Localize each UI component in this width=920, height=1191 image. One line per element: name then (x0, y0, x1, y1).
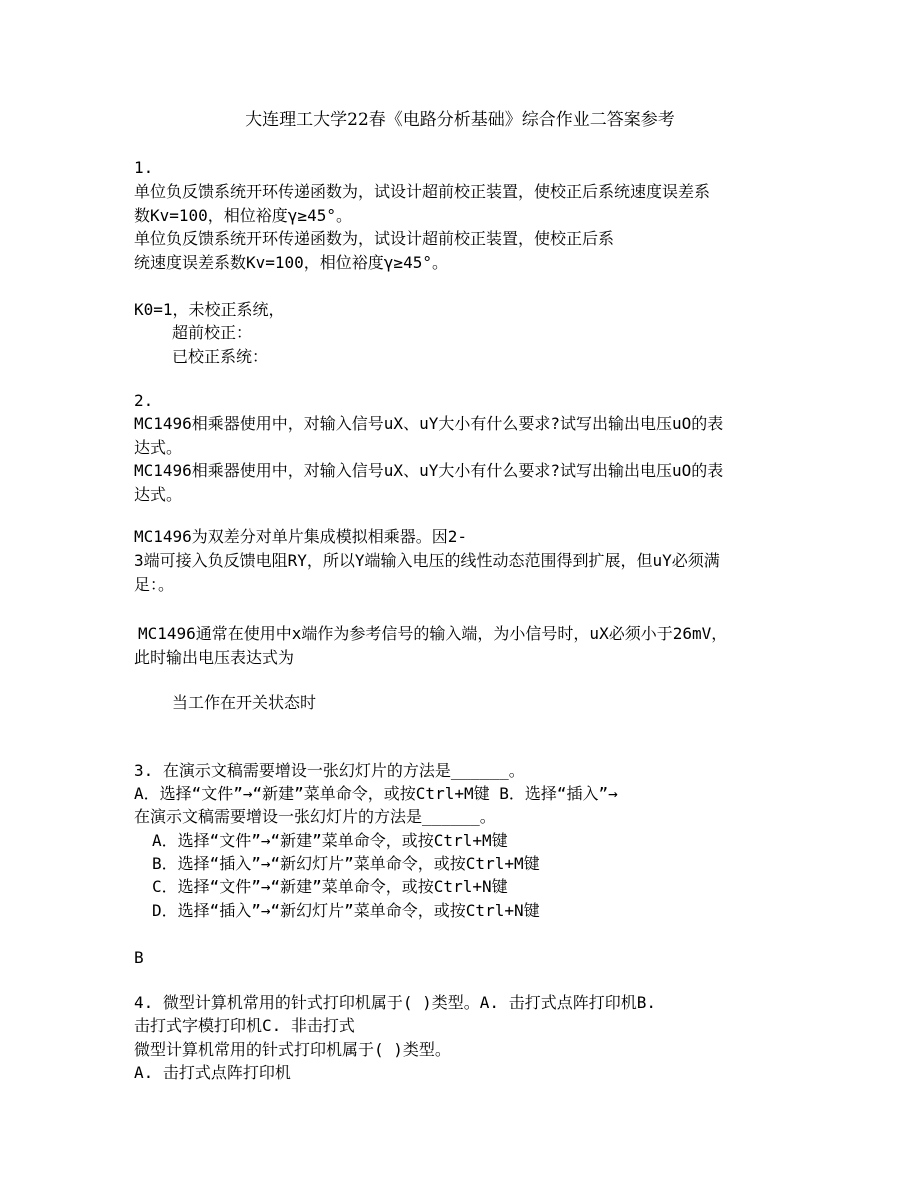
q3-option-c: C．选择“文件”→“新建”菜单命令，或按Ctrl+N键 (152, 877, 508, 896)
q3-option-d: D．选择“插入”→“新幻灯片”菜单命令，或按Ctrl+N键 (152, 901, 540, 920)
q2-text-line: MC1496相乘器使用中，对输入信号uX、uY大小有什么要求?试写出输出电压uO的表 (134, 414, 724, 433)
q4-text-line: 微型计算机常用的针式打印机属于( )类型。 (134, 1040, 451, 1059)
q4-text-line: 4. 微型计算机常用的针式打印机属于( )类型。A. 击打式点阵打印机B. (134, 993, 656, 1012)
q2-answer-line: 3端可接入负反馈电阻RY，所以Y端输入电压的线性动态范围得到扩展，但uY必须满 (134, 551, 720, 570)
q1-answer-line: 已校正系统： (172, 347, 269, 366)
q2-answer-line: 此时输出电压表达式为 (134, 648, 295, 667)
q3-text-line: 在演示文稿需要增设一张幻灯片的方法是______。 (134, 807, 496, 826)
q1-text-line: 数Kv=100，相位裕度γ≥45°。 (134, 206, 352, 225)
q3-option-b: B．选择“插入”→“新幻灯片”菜单命令，或按Ctrl+M键 (152, 854, 540, 873)
q2-text-line: 达式。 (134, 438, 183, 457)
q1-answer-line: 超前校正： (172, 323, 253, 342)
q2-text-line: 达式。 (134, 485, 183, 504)
q1-text-line: 单位负反馈系统开环传递函数为，试设计超前校正装置，使校正后系 (134, 229, 615, 248)
q2-answer-line: MC1496为双差分对单片集成模拟相乘器。因2- (134, 527, 468, 546)
q2-number: 2. (134, 391, 154, 410)
q2-answer-line: 足：。 (134, 575, 175, 594)
q4-text-line: 击打式字模打印机C. 非击打式 (134, 1016, 355, 1035)
q3-answer: B (134, 948, 144, 967)
q2-answer-line: MC1496通常在使用中x端作为参考信号的输入端，为小信号时，uX必须小于26mV， (138, 624, 728, 643)
q3-text-line: 3. 在演示文稿需要增设一张幻灯片的方法是______。 (134, 761, 525, 780)
q1-text-line: 单位负反馈系统开环传递函数为，试设计超前校正装置，使校正后系统速度误差系 (134, 182, 711, 201)
q4-text-line: A. 击打式点阵打印机 (134, 1063, 291, 1082)
q3-option-a: A．选择“文件”→“新建”菜单命令，或按Ctrl+M键 (152, 831, 508, 850)
document-title: 大连理工大学22春《电路分析基础》综合作业二答案参考 (245, 110, 675, 130)
q2-answer-line: 当工作在开关状态时 (172, 693, 317, 712)
q3-text-line: A．选择“文件”→“新建”菜单命令，或按Ctrl+M键 B．选择“插入”→ (134, 784, 618, 803)
q2-text-line: MC1496相乘器使用中，对输入信号uX、uY大小有什么要求?试写出输出电压uO的表 (134, 461, 724, 480)
q1-answer-line: K0=1，未校正系统， (134, 300, 285, 319)
q1-text-line: 统速度误差系数Kv=100，相位裕度γ≥45°。 (134, 253, 448, 272)
q1-number: 1. (134, 158, 154, 177)
